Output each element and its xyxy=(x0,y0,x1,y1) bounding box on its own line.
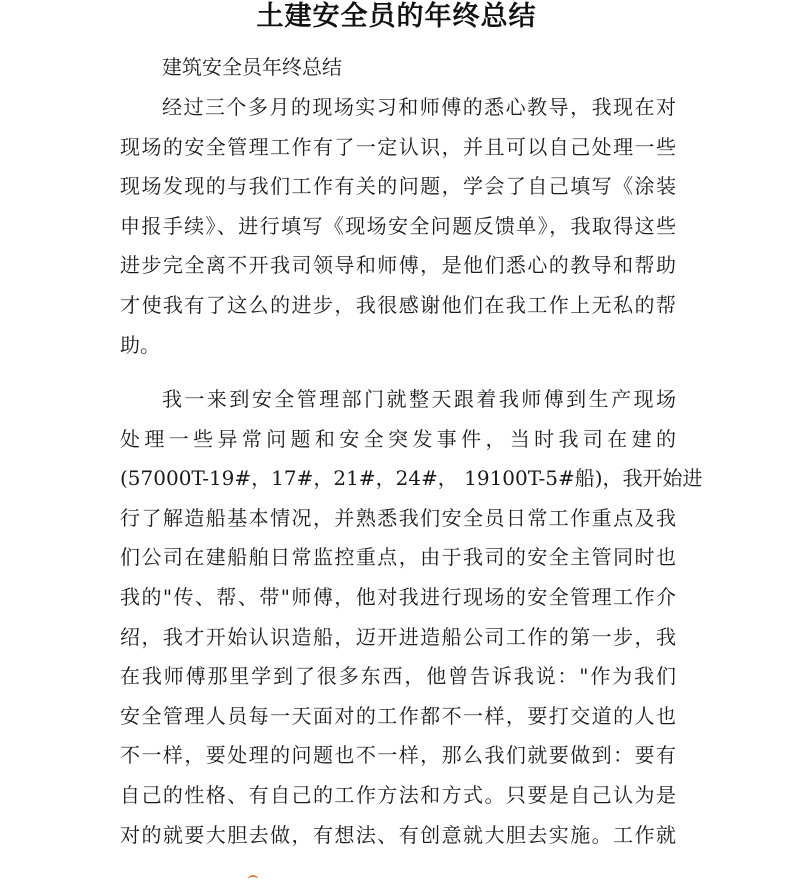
paragraph-1 xyxy=(120,88,676,365)
paragraph-line: 绍，我才开始认识造船，迈开进造船公司工作的第一步，我 xyxy=(120,624,676,649)
paragraph-2 xyxy=(120,380,703,855)
paragraph-line: 处理一些异常问题和安全突发事件，当时我司在建的 xyxy=(120,426,676,451)
paragraph-line: 安全管理人员每一天面对的工作都不一样，要打交道的人也 xyxy=(120,703,676,728)
paragraph-line: 自己的性格、有自己的工作方法和方式。只要是自己认为是 xyxy=(120,782,676,807)
paragraph-line: 行了解造船基本情况，并熟悉我们安全员日常工作重点及我 xyxy=(120,505,676,530)
paragraph-line: 不一样，要处理的问题也不一样，那么我们就要做到：要有 xyxy=(120,743,676,768)
paragraph-line: 现场发现的与我们工作有关的问题，学会了自己填写《涂装 xyxy=(120,174,676,199)
paragraph-line: 经过三个多月的现场实习和师傅的悉心教导，我现在对 xyxy=(162,95,676,119)
paragraph-line: 进步完全离不开我司领导和师傅，是他们悉心的教导和帮助 xyxy=(120,253,676,278)
paragraph-line: 才使我有了这么的进步，我很感谢他们在我工作上无私的帮 xyxy=(120,292,676,317)
paragraph-line: 我的"传、帮、带"师傅，他对我进行现场的安全管理工作介 xyxy=(120,584,676,609)
document-subtitle: 建筑安全员年终总结 xyxy=(162,55,342,79)
paragraph-line: 申报手续》、进行填写《现场安全问题反馈单》，我取得这些 xyxy=(120,213,676,238)
paragraph-line: 对的就要大胆去做，有想法、有创意就大胆去实施。工作就 xyxy=(120,822,676,847)
paragraph-line: 我一来到安全管理部门就整天跟着我师傅到生产现场 xyxy=(162,387,676,411)
paragraph-line: 现场的安全管理工作有了一定认识，并且可以自己处理一些 xyxy=(120,134,676,159)
paragraph-line: 们公司在建船舶日常监控重点，由于我司的安全主管同时也 xyxy=(120,545,676,570)
document-title: 土建安全员的年终总结 xyxy=(256,1,537,32)
paragraph-line: 在我师傅那里学到了很多东西，他曾告诉我说："作为我们 xyxy=(120,664,676,689)
paragraph-line: 助。 xyxy=(120,332,160,357)
paragraph-line: (57000T-19#，17#，21#，24#， 19100T-5#船)，我开始进 xyxy=(120,466,703,491)
decorative-mark xyxy=(248,875,258,881)
